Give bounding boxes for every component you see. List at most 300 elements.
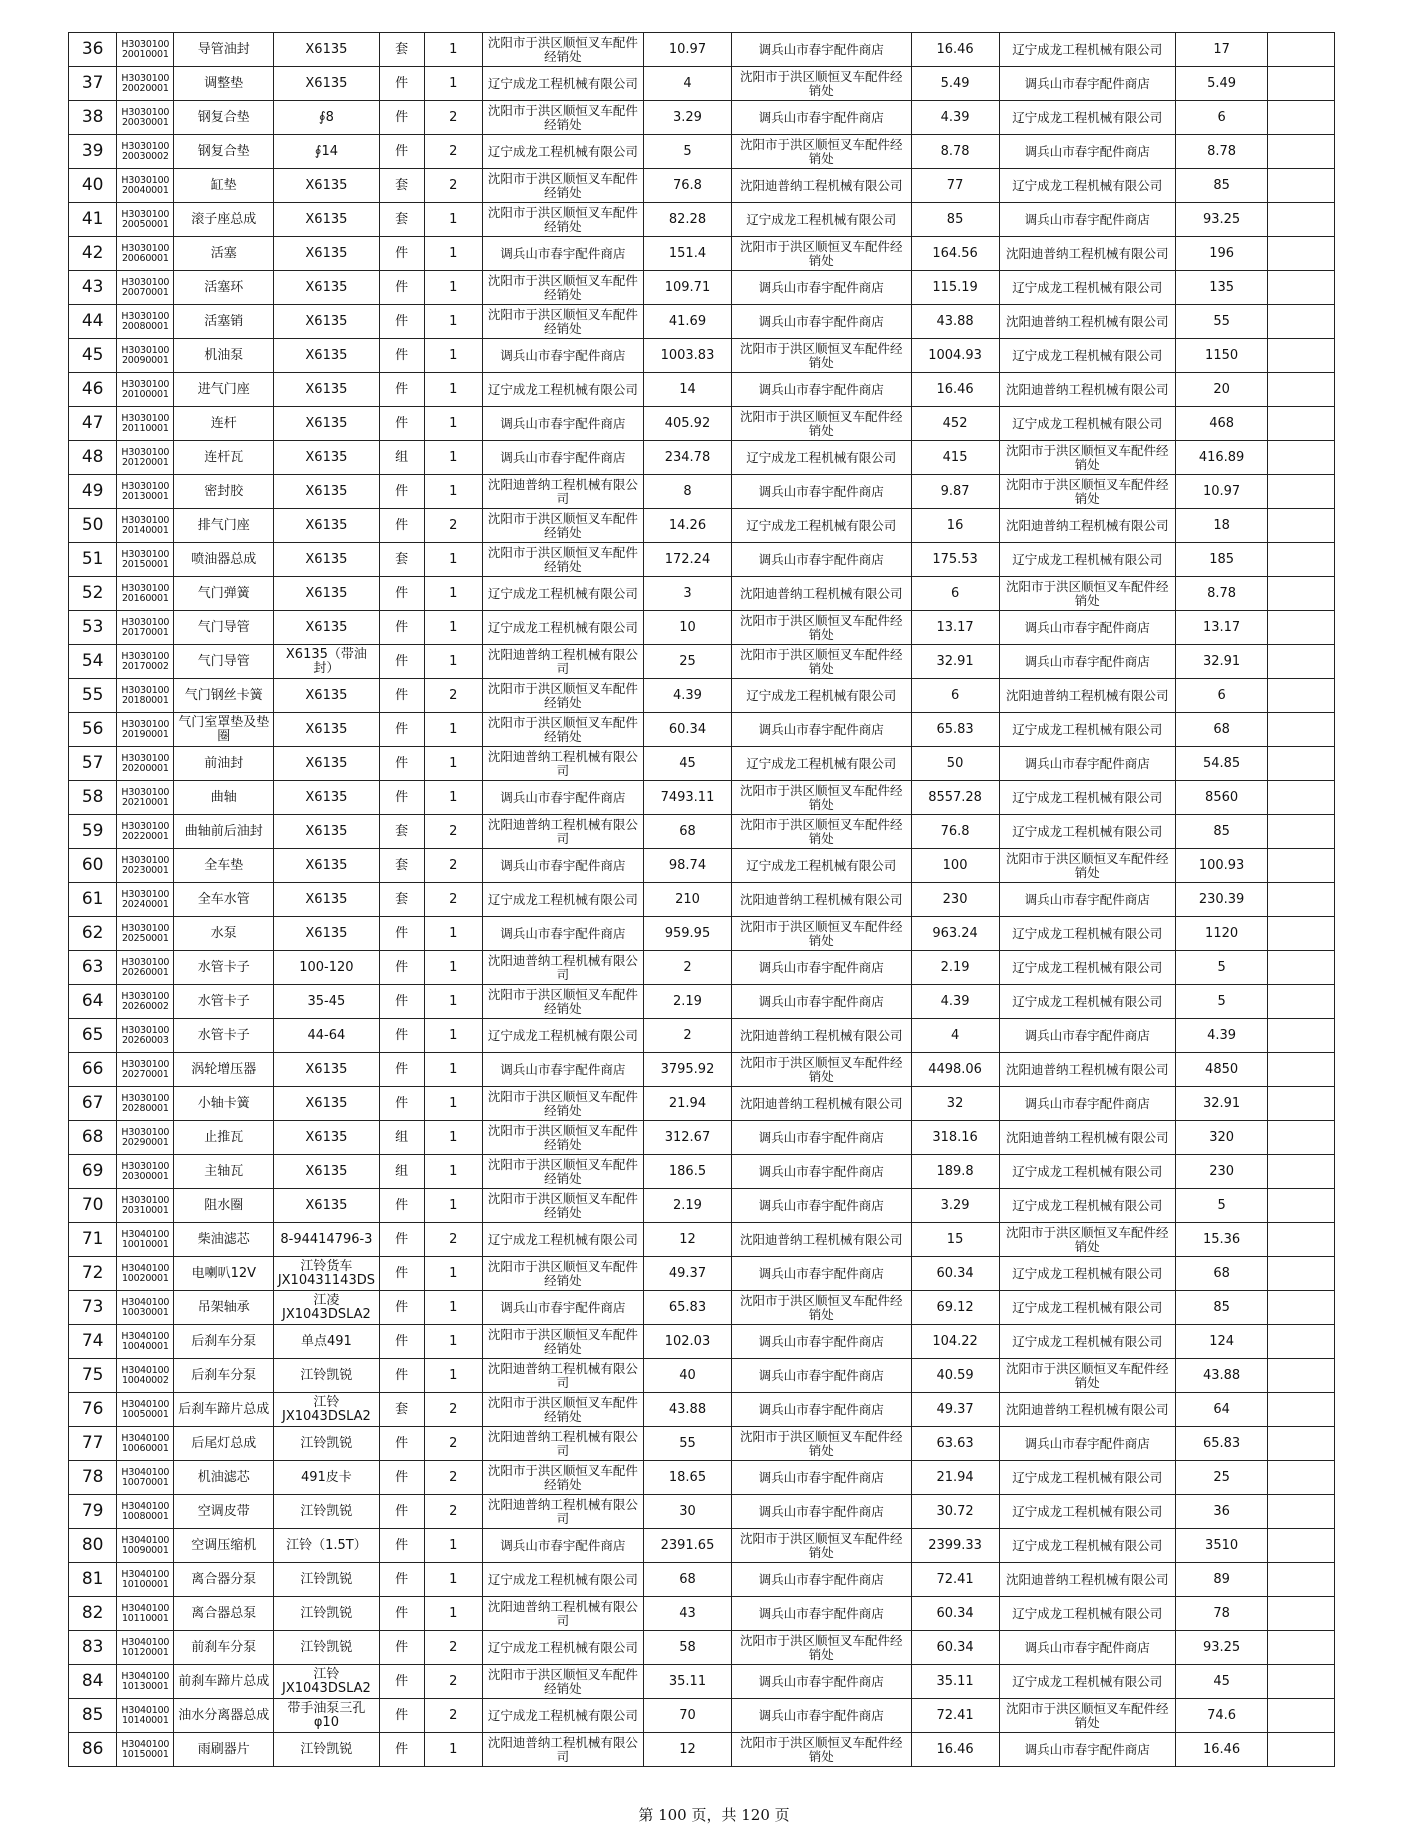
part-name-cell: 密封胶 <box>174 475 274 509</box>
empty-cell <box>1268 1155 1335 1189</box>
row-number-cell: 70 <box>69 1189 117 1223</box>
supplier-3-cell: 沈阳迪普纳工程机械有限公司 <box>999 305 1175 339</box>
supplier-1-cell: 调兵山市春宇配件商店 <box>482 1529 643 1563</box>
price-2-cell: 72.41 <box>911 1699 999 1733</box>
unit-cell: 套 <box>379 815 424 849</box>
price-3-cell: 20 <box>1175 373 1267 407</box>
quantity-cell: 1 <box>424 1087 482 1121</box>
empty-cell <box>1268 1359 1335 1393</box>
part-spec-cell: X6135 <box>274 679 379 713</box>
part-spec-cell: X6135 <box>274 1121 379 1155</box>
price-1-cell: 12 <box>643 1223 731 1257</box>
price-2-cell: 77 <box>911 169 999 203</box>
empty-cell <box>1268 373 1335 407</box>
price-1-cell: 2 <box>643 1019 731 1053</box>
row-number-cell: 75 <box>69 1359 117 1393</box>
table-row <box>69 1733 1335 1767</box>
table-row <box>69 441 1335 475</box>
quantity-cell: 1 <box>424 1019 482 1053</box>
part-name-cell: 水管卡子 <box>174 1019 274 1053</box>
price-3-cell: 10.97 <box>1175 475 1267 509</box>
supplier-3-cell: 调兵山市春宇配件商店 <box>999 611 1175 645</box>
table-body <box>69 33 1335 1767</box>
quantity-cell: 2 <box>424 679 482 713</box>
table-row <box>69 203 1335 237</box>
item-code-cell: H3030100 20170001 <box>117 611 174 645</box>
supplier-2-cell: 调兵山市春宇配件商店 <box>732 1461 911 1495</box>
item-code-cell: H3040100 10090001 <box>117 1529 174 1563</box>
part-spec-cell: 44-64 <box>274 1019 379 1053</box>
row-number-cell: 73 <box>69 1291 117 1325</box>
price-3-cell: 74.6 <box>1175 1699 1267 1733</box>
part-name-cell: 水管卡子 <box>174 985 274 1019</box>
supplier-1-cell: 沈阳市于洪区顺恒叉车配件经销处 <box>482 1461 643 1495</box>
empty-cell <box>1268 135 1335 169</box>
empty-cell <box>1268 883 1335 917</box>
price-2-cell: 35.11 <box>911 1665 999 1699</box>
part-spec-cell: 江铃JX1043DSLA2 <box>274 1393 379 1427</box>
supplier-2-cell: 调兵山市春宇配件商店 <box>732 475 911 509</box>
row-number-cell: 37 <box>69 67 117 101</box>
supplier-2-cell: 调兵山市春宇配件商店 <box>732 1393 911 1427</box>
price-3-cell: 5 <box>1175 951 1267 985</box>
supplier-2-cell: 沈阳市于洪区顺恒叉车配件经销处 <box>732 1053 911 1087</box>
table-row <box>69 271 1335 305</box>
part-name-cell: 钢复合垫 <box>174 101 274 135</box>
part-name-cell: 活塞环 <box>174 271 274 305</box>
supplier-2-cell: 调兵山市春宇配件商店 <box>732 1563 911 1597</box>
empty-cell <box>1268 475 1335 509</box>
table-row <box>69 577 1335 611</box>
empty-cell <box>1268 509 1335 543</box>
unit-cell: 套 <box>379 169 424 203</box>
price-2-cell: 6 <box>911 577 999 611</box>
row-number-cell: 84 <box>69 1665 117 1699</box>
supplier-1-cell: 调兵山市春宇配件商店 <box>482 339 643 373</box>
supplier-2-cell: 辽宁成龙工程机械有限公司 <box>732 747 911 781</box>
part-name-cell: 柴油滤芯 <box>174 1223 274 1257</box>
row-number-cell: 72 <box>69 1257 117 1291</box>
part-name-cell: 空调压缩机 <box>174 1529 274 1563</box>
supplier-3-cell: 沈阳迪普纳工程机械有限公司 <box>999 679 1175 713</box>
unit-cell: 件 <box>379 1087 424 1121</box>
unit-cell: 件 <box>379 509 424 543</box>
part-spec-cell: X6135 <box>274 815 379 849</box>
part-spec-cell: X6135 <box>274 441 379 475</box>
unit-cell: 件 <box>379 407 424 441</box>
table-row <box>69 1393 1335 1427</box>
quantity-cell: 1 <box>424 407 482 441</box>
row-number-cell: 53 <box>69 611 117 645</box>
unit-cell: 件 <box>379 1733 424 1767</box>
empty-cell <box>1268 1631 1335 1665</box>
price-3-cell: 468 <box>1175 407 1267 441</box>
quantity-cell: 1 <box>424 645 482 679</box>
part-name-cell: 涡轮增压器 <box>174 1053 274 1087</box>
price-2-cell: 164.56 <box>911 237 999 271</box>
supplier-3-cell: 辽宁成龙工程机械有限公司 <box>999 1325 1175 1359</box>
empty-cell <box>1268 951 1335 985</box>
supplier-1-cell: 调兵山市春宇配件商店 <box>482 237 643 271</box>
supplier-1-cell: 沈阳迪普纳工程机械有限公司 <box>482 747 643 781</box>
price-2-cell: 16.46 <box>911 33 999 67</box>
unit-cell: 件 <box>379 747 424 781</box>
part-spec-cell: 江铃JX1043DSLA2 <box>274 1665 379 1699</box>
quantity-cell: 2 <box>424 883 482 917</box>
supplier-1-cell: 沈阳市于洪区顺恒叉车配件经销处 <box>482 1325 643 1359</box>
price-1-cell: 3 <box>643 577 731 611</box>
quantity-cell: 2 <box>424 1461 482 1495</box>
item-code-cell: H3040100 10030001 <box>117 1291 174 1325</box>
price-2-cell: 4.39 <box>911 985 999 1019</box>
price-1-cell: 98.74 <box>643 849 731 883</box>
price-2-cell: 16.46 <box>911 373 999 407</box>
row-number-cell: 62 <box>69 917 117 951</box>
part-name-cell: 雨刷器片 <box>174 1733 274 1767</box>
empty-cell <box>1268 645 1335 679</box>
part-spec-cell: X6135 <box>274 475 379 509</box>
table-row <box>69 543 1335 577</box>
row-number-cell: 44 <box>69 305 117 339</box>
table-row <box>69 1427 1335 1461</box>
empty-cell <box>1268 1223 1335 1257</box>
item-code-cell: H3030100 20060001 <box>117 237 174 271</box>
unit-cell: 套 <box>379 203 424 237</box>
supplier-3-cell: 辽宁成龙工程机械有限公司 <box>999 169 1175 203</box>
table-row <box>69 1189 1335 1223</box>
supplier-1-cell: 调兵山市春宇配件商店 <box>482 849 643 883</box>
empty-cell <box>1268 849 1335 883</box>
quantity-cell: 2 <box>424 849 482 883</box>
empty-cell <box>1268 917 1335 951</box>
price-2-cell: 60.34 <box>911 1597 999 1631</box>
supplier-2-cell: 沈阳市于洪区顺恒叉车配件经销处 <box>732 645 911 679</box>
quantity-cell: 1 <box>424 1529 482 1563</box>
quantity-cell: 1 <box>424 951 482 985</box>
table-row <box>69 475 1335 509</box>
supplier-3-cell: 调兵山市春宇配件商店 <box>999 645 1175 679</box>
part-spec-cell: X6135 <box>274 509 379 543</box>
price-1-cell: 186.5 <box>643 1155 731 1189</box>
supplier-2-cell: 沈阳市于洪区顺恒叉车配件经销处 <box>732 67 911 101</box>
supplier-2-cell: 调兵山市春宇配件商店 <box>732 713 911 747</box>
empty-cell <box>1268 1665 1335 1699</box>
quantity-cell: 1 <box>424 1733 482 1767</box>
supplier-1-cell: 辽宁成龙工程机械有限公司 <box>482 373 643 407</box>
table-row <box>69 883 1335 917</box>
supplier-3-cell: 沈阳迪普纳工程机械有限公司 <box>999 1563 1175 1597</box>
supplier-1-cell: 沈阳市于洪区顺恒叉车配件经销处 <box>482 543 643 577</box>
table-row <box>69 1631 1335 1665</box>
supplier-3-cell: 辽宁成龙工程机械有限公司 <box>999 1529 1175 1563</box>
item-code-cell: H3030100 20210001 <box>117 781 174 815</box>
supplier-1-cell: 沈阳市于洪区顺恒叉车配件经销处 <box>482 679 643 713</box>
supplier-2-cell: 沈阳市于洪区顺恒叉车配件经销处 <box>732 1631 911 1665</box>
row-number-cell: 61 <box>69 883 117 917</box>
unit-cell: 件 <box>379 713 424 747</box>
supplier-3-cell: 沈阳市于洪区顺恒叉车配件经销处 <box>999 577 1175 611</box>
empty-cell <box>1268 1053 1335 1087</box>
part-spec-cell: X6135 <box>274 849 379 883</box>
table-row <box>69 1529 1335 1563</box>
supplier-1-cell: 沈阳迪普纳工程机械有限公司 <box>482 951 643 985</box>
part-name-cell: 连杆 <box>174 407 274 441</box>
empty-cell <box>1268 815 1335 849</box>
item-code-cell: H3030100 20130001 <box>117 475 174 509</box>
price-2-cell: 21.94 <box>911 1461 999 1495</box>
part-spec-cell: X6135 <box>274 611 379 645</box>
quantity-cell: 1 <box>424 441 482 475</box>
table-row <box>69 1257 1335 1291</box>
supplier-3-cell: 辽宁成龙工程机械有限公司 <box>999 1257 1175 1291</box>
price-2-cell: 72.41 <box>911 1563 999 1597</box>
supplier-2-cell: 调兵山市春宇配件商店 <box>732 1257 911 1291</box>
quantity-cell: 1 <box>424 985 482 1019</box>
part-name-cell: 前刹车蹄片总成 <box>174 1665 274 1699</box>
empty-cell <box>1268 747 1335 781</box>
price-3-cell: 1150 <box>1175 339 1267 373</box>
part-name-cell: 气门钢丝卡簧 <box>174 679 274 713</box>
supplier-1-cell: 沈阳市于洪区顺恒叉车配件经销处 <box>482 1121 643 1155</box>
supplier-2-cell: 调兵山市春宇配件商店 <box>732 33 911 67</box>
empty-cell <box>1268 1087 1335 1121</box>
row-number-cell: 43 <box>69 271 117 305</box>
item-code-cell: H3030100 20260002 <box>117 985 174 1019</box>
quantity-cell: 2 <box>424 101 482 135</box>
supplier-2-cell: 调兵山市春宇配件商店 <box>732 543 911 577</box>
part-name-cell: 后刹车分泵 <box>174 1359 274 1393</box>
item-code-cell: H3030100 20020001 <box>117 67 174 101</box>
price-1-cell: 7493.11 <box>643 781 731 815</box>
row-number-cell: 58 <box>69 781 117 815</box>
supplier-1-cell: 沈阳市于洪区顺恒叉车配件经销处 <box>482 33 643 67</box>
row-number-cell: 41 <box>69 203 117 237</box>
unit-cell: 套 <box>379 33 424 67</box>
part-spec-cell: 江铃凯锐 <box>274 1359 379 1393</box>
item-code-cell: H3030100 20040001 <box>117 169 174 203</box>
unit-cell: 组 <box>379 1121 424 1155</box>
quantity-cell: 1 <box>424 1121 482 1155</box>
quantity-cell: 1 <box>424 1189 482 1223</box>
price-1-cell: 35.11 <box>643 1665 731 1699</box>
price-2-cell: 4498.06 <box>911 1053 999 1087</box>
item-code-cell: H3040100 10110001 <box>117 1597 174 1631</box>
supplier-2-cell: 沈阳迪普纳工程机械有限公司 <box>732 1019 911 1053</box>
table-row <box>69 713 1335 747</box>
supplier-2-cell: 辽宁成龙工程机械有限公司 <box>732 679 911 713</box>
part-spec-cell: X6135 <box>274 747 379 781</box>
part-name-cell: 空调皮带 <box>174 1495 274 1529</box>
price-3-cell: 15.36 <box>1175 1223 1267 1257</box>
supplier-1-cell: 调兵山市春宇配件商店 <box>482 407 643 441</box>
item-code-cell: H3040100 10130001 <box>117 1665 174 1699</box>
price-2-cell: 16.46 <box>911 1733 999 1767</box>
empty-cell <box>1268 339 1335 373</box>
price-3-cell: 55 <box>1175 305 1267 339</box>
unit-cell: 件 <box>379 1495 424 1529</box>
price-2-cell: 115.19 <box>911 271 999 305</box>
part-spec-cell: ∮8 <box>274 101 379 135</box>
price-1-cell: 12 <box>643 1733 731 1767</box>
table-row <box>69 1325 1335 1359</box>
table-row <box>69 305 1335 339</box>
price-1-cell: 1003.83 <box>643 339 731 373</box>
empty-cell <box>1268 67 1335 101</box>
unit-cell: 件 <box>379 1461 424 1495</box>
supplier-3-cell: 调兵山市春宇配件商店 <box>999 1087 1175 1121</box>
quantity-cell: 1 <box>424 781 482 815</box>
supplier-2-cell: 沈阳市于洪区顺恒叉车配件经销处 <box>732 815 911 849</box>
supplier-1-cell: 沈阳迪普纳工程机械有限公司 <box>482 1495 643 1529</box>
quantity-cell: 1 <box>424 1563 482 1597</box>
price-3-cell: 8.78 <box>1175 577 1267 611</box>
supplier-3-cell: 辽宁成龙工程机械有限公司 <box>999 1291 1175 1325</box>
price-3-cell: 230 <box>1175 1155 1267 1189</box>
part-spec-cell: X6135 <box>274 271 379 305</box>
price-2-cell: 43.88 <box>911 305 999 339</box>
empty-cell <box>1268 1325 1335 1359</box>
table-row <box>69 611 1335 645</box>
item-code-cell: H3040100 10040001 <box>117 1325 174 1359</box>
price-3-cell: 8.78 <box>1175 135 1267 169</box>
row-number-cell: 51 <box>69 543 117 577</box>
quantity-cell: 1 <box>424 917 482 951</box>
supplier-3-cell: 调兵山市春宇配件商店 <box>999 1631 1175 1665</box>
price-3-cell: 89 <box>1175 1563 1267 1597</box>
supplier-3-cell: 调兵山市春宇配件商店 <box>999 883 1175 917</box>
price-2-cell: 40.59 <box>911 1359 999 1393</box>
part-name-cell: 曲轴前后油封 <box>174 815 274 849</box>
quantity-cell: 2 <box>424 1427 482 1461</box>
part-spec-cell: ∮14 <box>274 135 379 169</box>
item-code-cell: H3030100 20140001 <box>117 509 174 543</box>
price-2-cell: 60.34 <box>911 1631 999 1665</box>
supplier-1-cell: 沈阳迪普纳工程机械有限公司 <box>482 645 643 679</box>
supplier-1-cell: 调兵山市春宇配件商店 <box>482 917 643 951</box>
unit-cell: 件 <box>379 1427 424 1461</box>
price-1-cell: 68 <box>643 1563 731 1597</box>
table-row <box>69 1461 1335 1495</box>
quantity-cell: 2 <box>424 1223 482 1257</box>
supplier-1-cell: 沈阳市于洪区顺恒叉车配件经销处 <box>482 305 643 339</box>
part-spec-cell: X6135 <box>274 169 379 203</box>
part-name-cell: 主轴瓦 <box>174 1155 274 1189</box>
price-2-cell: 1004.93 <box>911 339 999 373</box>
part-name-cell: 钢复合垫 <box>174 135 274 169</box>
price-1-cell: 405.92 <box>643 407 731 441</box>
price-2-cell: 16 <box>911 509 999 543</box>
part-name-cell: 气门弹簧 <box>174 577 274 611</box>
price-3-cell: 6 <box>1175 679 1267 713</box>
item-code-cell: H3030100 20070001 <box>117 271 174 305</box>
item-code-cell: H3030100 20090001 <box>117 339 174 373</box>
price-1-cell: 3.29 <box>643 101 731 135</box>
part-name-cell: 活塞销 <box>174 305 274 339</box>
row-number-cell: 65 <box>69 1019 117 1053</box>
price-3-cell: 135 <box>1175 271 1267 305</box>
table-row <box>69 509 1335 543</box>
supplier-1-cell: 调兵山市春宇配件商店 <box>482 1053 643 1087</box>
supplier-2-cell: 沈阳市于洪区顺恒叉车配件经销处 <box>732 781 911 815</box>
supplier-1-cell: 辽宁成龙工程机械有限公司 <box>482 1223 643 1257</box>
supplier-3-cell: 调兵山市春宇配件商店 <box>999 1733 1175 1767</box>
supplier-2-cell: 调兵山市春宇配件商店 <box>732 373 911 407</box>
supplier-2-cell: 辽宁成龙工程机械有限公司 <box>732 441 911 475</box>
supplier-1-cell: 辽宁成龙工程机械有限公司 <box>482 883 643 917</box>
part-spec-cell: X6135 <box>274 543 379 577</box>
supplier-3-cell: 辽宁成龙工程机械有限公司 <box>999 271 1175 305</box>
empty-cell <box>1268 713 1335 747</box>
unit-cell: 套 <box>379 849 424 883</box>
table-row <box>69 1359 1335 1393</box>
price-2-cell: 318.16 <box>911 1121 999 1155</box>
supplier-3-cell: 辽宁成龙工程机械有限公司 <box>999 985 1175 1019</box>
empty-cell <box>1268 985 1335 1019</box>
empty-cell <box>1268 543 1335 577</box>
supplier-1-cell: 调兵山市春宇配件商店 <box>482 1291 643 1325</box>
table-row <box>69 407 1335 441</box>
price-1-cell: 14 <box>643 373 731 407</box>
supplier-3-cell: 辽宁成龙工程机械有限公司 <box>999 543 1175 577</box>
price-3-cell: 18 <box>1175 509 1267 543</box>
item-code-cell: H3040100 10150001 <box>117 1733 174 1767</box>
empty-cell <box>1268 679 1335 713</box>
quantity-cell: 1 <box>424 339 482 373</box>
part-name-cell: 连杆瓦 <box>174 441 274 475</box>
price-1-cell: 102.03 <box>643 1325 731 1359</box>
part-spec-cell: X6135 <box>274 1155 379 1189</box>
table-row <box>69 237 1335 271</box>
unit-cell: 套 <box>379 543 424 577</box>
empty-cell <box>1268 441 1335 475</box>
price-2-cell: 9.87 <box>911 475 999 509</box>
part-spec-cell: X6135 <box>274 577 379 611</box>
part-name-cell: 阻水圈 <box>174 1189 274 1223</box>
unit-cell: 件 <box>379 135 424 169</box>
table-row <box>69 169 1335 203</box>
supplier-2-cell: 调兵山市春宇配件商店 <box>732 1325 911 1359</box>
empty-cell <box>1268 169 1335 203</box>
item-code-cell: H3040100 10050001 <box>117 1393 174 1427</box>
price-3-cell: 54.85 <box>1175 747 1267 781</box>
price-2-cell: 50 <box>911 747 999 781</box>
supplier-3-cell: 辽宁成龙工程机械有限公司 <box>999 339 1175 373</box>
row-number-cell: 78 <box>69 1461 117 1495</box>
price-3-cell: 85 <box>1175 169 1267 203</box>
supplier-3-cell: 辽宁成龙工程机械有限公司 <box>999 101 1175 135</box>
part-name-cell: 水管卡子 <box>174 951 274 985</box>
part-spec-cell: 35-45 <box>274 985 379 1019</box>
supplier-1-cell: 辽宁成龙工程机械有限公司 <box>482 1563 643 1597</box>
empty-cell <box>1268 781 1335 815</box>
supplier-3-cell: 辽宁成龙工程机械有限公司 <box>999 407 1175 441</box>
price-1-cell: 3795.92 <box>643 1053 731 1087</box>
unit-cell: 件 <box>379 1529 424 1563</box>
table-row <box>69 1019 1335 1053</box>
row-number-cell: 82 <box>69 1597 117 1631</box>
row-number-cell: 77 <box>69 1427 117 1461</box>
supplier-3-cell: 调兵山市春宇配件商店 <box>999 67 1175 101</box>
part-name-cell: 曲轴 <box>174 781 274 815</box>
supplier-3-cell: 沈阳市于洪区顺恒叉车配件经销处 <box>999 1223 1175 1257</box>
supplier-3-cell: 辽宁成龙工程机械有限公司 <box>999 33 1175 67</box>
quantity-cell: 1 <box>424 1053 482 1087</box>
supplier-3-cell: 沈阳市于洪区顺恒叉车配件经销处 <box>999 1699 1175 1733</box>
price-3-cell: 230.39 <box>1175 883 1267 917</box>
supplier-2-cell: 调兵山市春宇配件商店 <box>732 1495 911 1529</box>
part-spec-cell: 491皮卡 <box>274 1461 379 1495</box>
empty-cell <box>1268 271 1335 305</box>
